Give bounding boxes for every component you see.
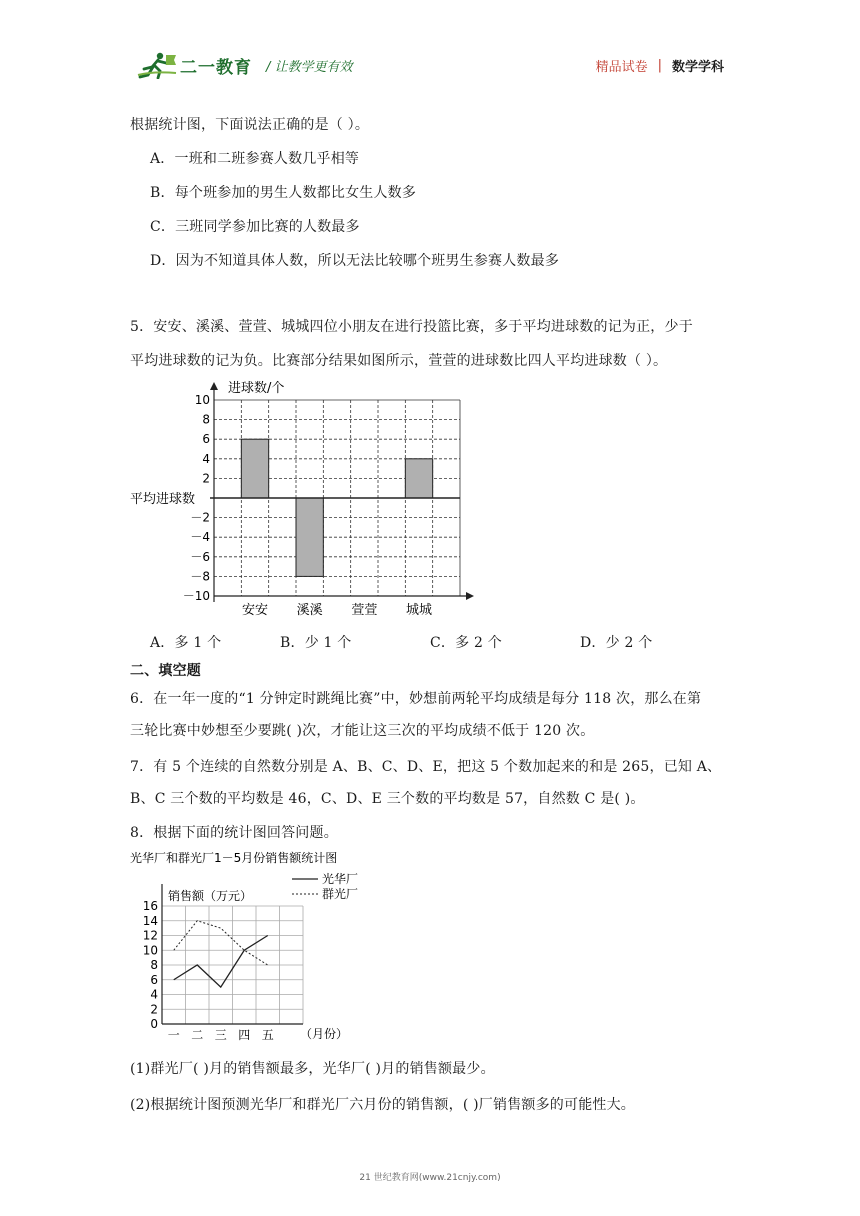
q4-option-a: A．一班和二班参赛人数几乎相等 <box>150 151 360 167</box>
brand-slogan: / 让教学更有效 <box>266 59 353 75</box>
tag-subject: 数学学科 <box>671 60 724 75</box>
runner-logo-icon <box>136 51 178 79</box>
y-tick-label: 0 <box>150 1017 158 1031</box>
chart1-bars <box>241 439 432 576</box>
y-tick-label: －2 <box>190 510 210 525</box>
y-tick-label: 2 <box>202 471 210 486</box>
x-tick-label: 四 <box>238 1028 251 1042</box>
chart2-legend <box>292 871 358 901</box>
y-tick-label: 14 <box>142 913 158 928</box>
y-tick-label: 10 <box>194 393 210 407</box>
y-tick-label: 6 <box>150 972 158 987</box>
y-tick-label: 12 <box>142 928 158 943</box>
header-tags <box>596 56 724 75</box>
x-tick-label: 二 <box>191 1028 204 1042</box>
q4-option-c: C．三班同学参加比赛的人数最多 <box>150 219 360 235</box>
q6-line-1: 6．在一年一度的“1 分钟定时跳绳比赛”中，妙想前两轮平均成绩是每分 118 次，那么在第 <box>130 691 702 707</box>
y-tick-label: 4 <box>202 451 210 466</box>
brand-name: 二一教育 <box>180 57 252 78</box>
q4-option-b: B．每个班参加的男生人数都比女生人数多 <box>150 185 417 201</box>
y-tick-label: －6 <box>190 549 210 564</box>
x-axis-arrow-icon <box>466 592 474 600</box>
page-footer: 21 世纪教育网(www.21cnjy.com) <box>359 1173 501 1183</box>
tag-quality-paper: 精品试卷 <box>595 60 648 75</box>
chart1-y-axis-label: 进球数/个 <box>228 381 285 396</box>
q5-option-d: D．少 2 个 <box>580 635 653 651</box>
y-tick-label: －8 <box>190 569 210 584</box>
chart2-y-axis-label: 销售额（万元） <box>168 889 253 903</box>
q5-option-c: C．多 2 个 <box>430 635 502 651</box>
tag-separator: | <box>657 58 662 73</box>
y-tick-label: 10 <box>142 943 158 958</box>
y-tick-label: 16 <box>142 899 158 913</box>
q7-line-1: 7．有 5 个连续的自然数分别是 A、B、C、D、E，把这 5 个数加起来的和是 265，已知 A、 <box>130 759 722 775</box>
chart2-series-lines <box>174 921 268 987</box>
q5-line-2: 平均进球数的记为负。比赛部分结果如图所示，萱萱的进球数比四人平均进球数（ ）。 <box>130 353 668 369</box>
y-tick-label: －4 <box>190 530 210 545</box>
sales-line-chart <box>126 848 386 1048</box>
y-tick-label: 8 <box>150 958 158 972</box>
q8-sub-2: (2)根据统计图预测光华厂和群光厂六月份的销售额，( )厂销售额多的可能性大。 <box>130 1097 636 1113</box>
q7-line-2: B、C 三个数的平均数是 46，C、D、E 三个数的平均数是 57，自然数 C 是( )。 <box>130 791 645 807</box>
x-tick-label: 溪溪 <box>296 603 323 618</box>
q6-line-2: 三轮比赛中妙想至少要跳( )次，才能让这三次的平均成绩不低于 120 次。 <box>130 723 595 739</box>
chart2-y-ticks <box>143 899 158 1031</box>
chart1-x-ticks <box>242 602 432 618</box>
x-tick-label: 五 <box>261 1028 274 1042</box>
x-tick-label: 一 <box>167 1028 180 1042</box>
y-tick-label: －10 <box>182 589 210 603</box>
x-tick-label: 三 <box>214 1028 227 1042</box>
bar-城城 <box>405 459 432 498</box>
x-tick-label: 萱萱 <box>351 603 378 618</box>
y-tick-label: 8 <box>202 412 210 427</box>
goals-deviation-chart <box>120 378 480 624</box>
y-tick-label: 2 <box>150 1002 158 1017</box>
y-axis-arrow-icon <box>210 382 218 390</box>
bar-溪溪 <box>296 498 323 576</box>
chart2-x-ticks <box>168 1028 274 1042</box>
q8-sub-1: (1)群光厂( )月的销售额最多，光华厂( )月的销售额最少。 <box>130 1061 495 1077</box>
y-tick-label: 4 <box>150 987 158 1002</box>
y-tick-label: 6 <box>202 432 210 447</box>
q4-option-d: D．因为不知道具体人数，所以无法比较哪个班男生参赛人数最多 <box>150 253 560 269</box>
bar-安安 <box>241 439 268 498</box>
q5-option-a: A．多 1 个 <box>150 635 222 651</box>
legend-label-guanghua: 光华厂 <box>322 872 359 886</box>
section-fill-blank-title: 二、填空题 <box>130 663 201 679</box>
q5-option-b: B．少 1 个 <box>280 635 352 651</box>
x-tick-label: 城城 <box>405 603 433 618</box>
q4-stem: 根据统计图，下面说法正确的是（ ）。 <box>130 117 370 133</box>
chart1-baseline-label: 平均进球数 <box>130 492 196 507</box>
q5-line-1: 5．安安、溪溪、萱萱、城城四位小朋友在进行投篮比赛，多于平均进球数的记为正，少于 <box>130 319 693 335</box>
header-brand <box>136 50 353 80</box>
x-tick-label: 安安 <box>241 603 269 618</box>
q8-stem: 8．根据下面的统计图回答问题。 <box>130 825 338 841</box>
chart2-grid <box>162 906 303 1024</box>
series-line-qunguang <box>174 921 268 965</box>
legend-label-qunguang: 群光厂 <box>322 887 359 901</box>
chart2-x-axis-label: （月份） <box>300 1027 349 1041</box>
chart2-title: 光华厂和群光厂1－5月份销售额统计图 <box>130 851 338 865</box>
